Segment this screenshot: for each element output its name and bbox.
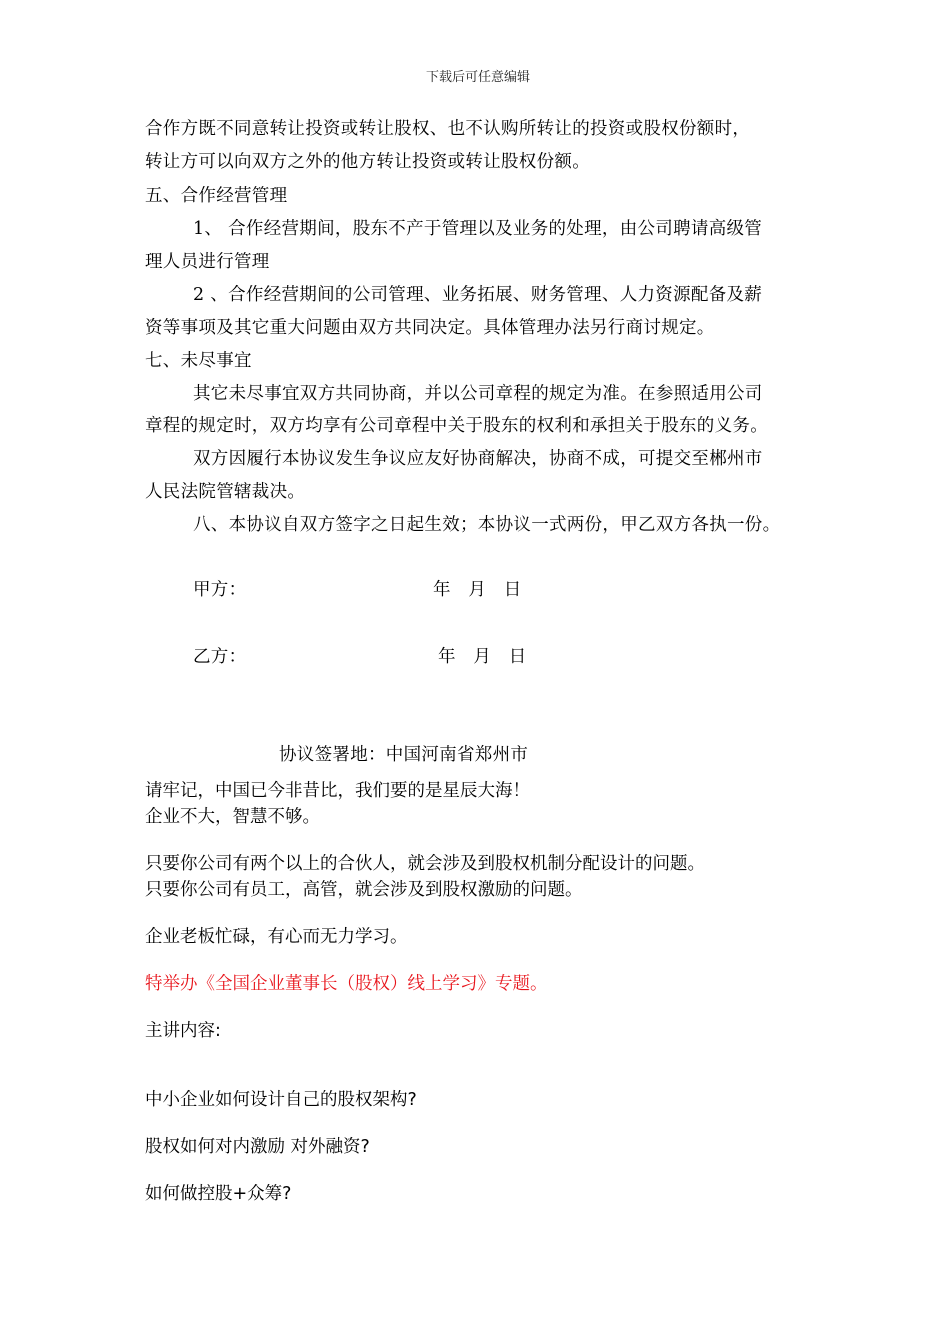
- section-heading: 七、未尽事宜: [145, 351, 252, 371]
- question-item: 股权如何对内激励 对外融资?: [145, 1137, 370, 1157]
- paragraph-line: 人民法院管辖裁决。: [145, 482, 306, 502]
- promo-highlight: 特举办《全国企业董事长（股权）线上学习》专题。: [145, 974, 548, 994]
- party-a-label: 甲方：: [193, 580, 247, 600]
- paragraph-line: 1、 合作经营期间，股东不产于管理以及业务的处理，由公司聘请高级管: [193, 219, 763, 239]
- sign-place: 协议签署地：中国河南省郑州市: [279, 745, 529, 765]
- party-a-date: 年 月 日: [433, 580, 522, 600]
- party-b-label: 乙方：: [193, 647, 247, 667]
- paragraph-line: 双方因履行本协议发生争议应友好协商解决，协商不成，可提交至郴州市: [193, 449, 763, 469]
- paragraph-line: 合作方既不同意转让投资或转让股权、也不认购所转让的投资或股权份额时，: [145, 119, 751, 139]
- promo-line: 企业老板忙碌，有心而无力学习。: [145, 927, 408, 947]
- promo-line: 企业不大，智慧不够。: [145, 807, 320, 827]
- question-item: 中小企业如何设计自己的股权架构?: [145, 1090, 417, 1110]
- paragraph-line: 章程的规定时，双方均享有公司章程中关于股东的权利和承担关于股东的义务。: [145, 416, 768, 436]
- party-b-date: 年 月 日: [438, 647, 527, 667]
- section-heading: 五、合作经营管理: [145, 186, 288, 206]
- paragraph-line: 转让方可以向双方之外的他方转让投资或转让股权份额。: [145, 152, 590, 172]
- promo-line: 只要你公司有两个以上的合伙人，就会涉及到股权机制分配设计的问题。: [145, 854, 705, 874]
- paragraph-line: 其它未尽事宜双方共同协商，并以公司章程的规定为准。在参照适用公司: [193, 384, 763, 404]
- promo-line: 请牢记，中国已今非昔比，我们要的是星辰大海！: [145, 781, 530, 801]
- question-item: 如何做控股+众筹?: [145, 1184, 292, 1204]
- page-header: 下载后可任意编辑: [426, 70, 531, 85]
- paragraph-line: 八、本协议自双方签字之日起生效；本协议一式两份，甲乙双方各执一份。: [193, 515, 781, 535]
- paragraph-line: 理人员进行管理: [145, 252, 270, 272]
- promo-line: 只要你公司有员工，高管，就会涉及到股权激励的问题。: [145, 880, 583, 900]
- paragraph-line: 2 、合作经营期间的公司管理、业务拓展、财务管理、人力资源配备及薪: [193, 285, 763, 305]
- promo-line: 主讲内容:: [145, 1021, 221, 1041]
- paragraph-line: 资等事项及其它重大问题由双方共同决定。具体管理办法另行商讨规定。: [145, 318, 715, 338]
